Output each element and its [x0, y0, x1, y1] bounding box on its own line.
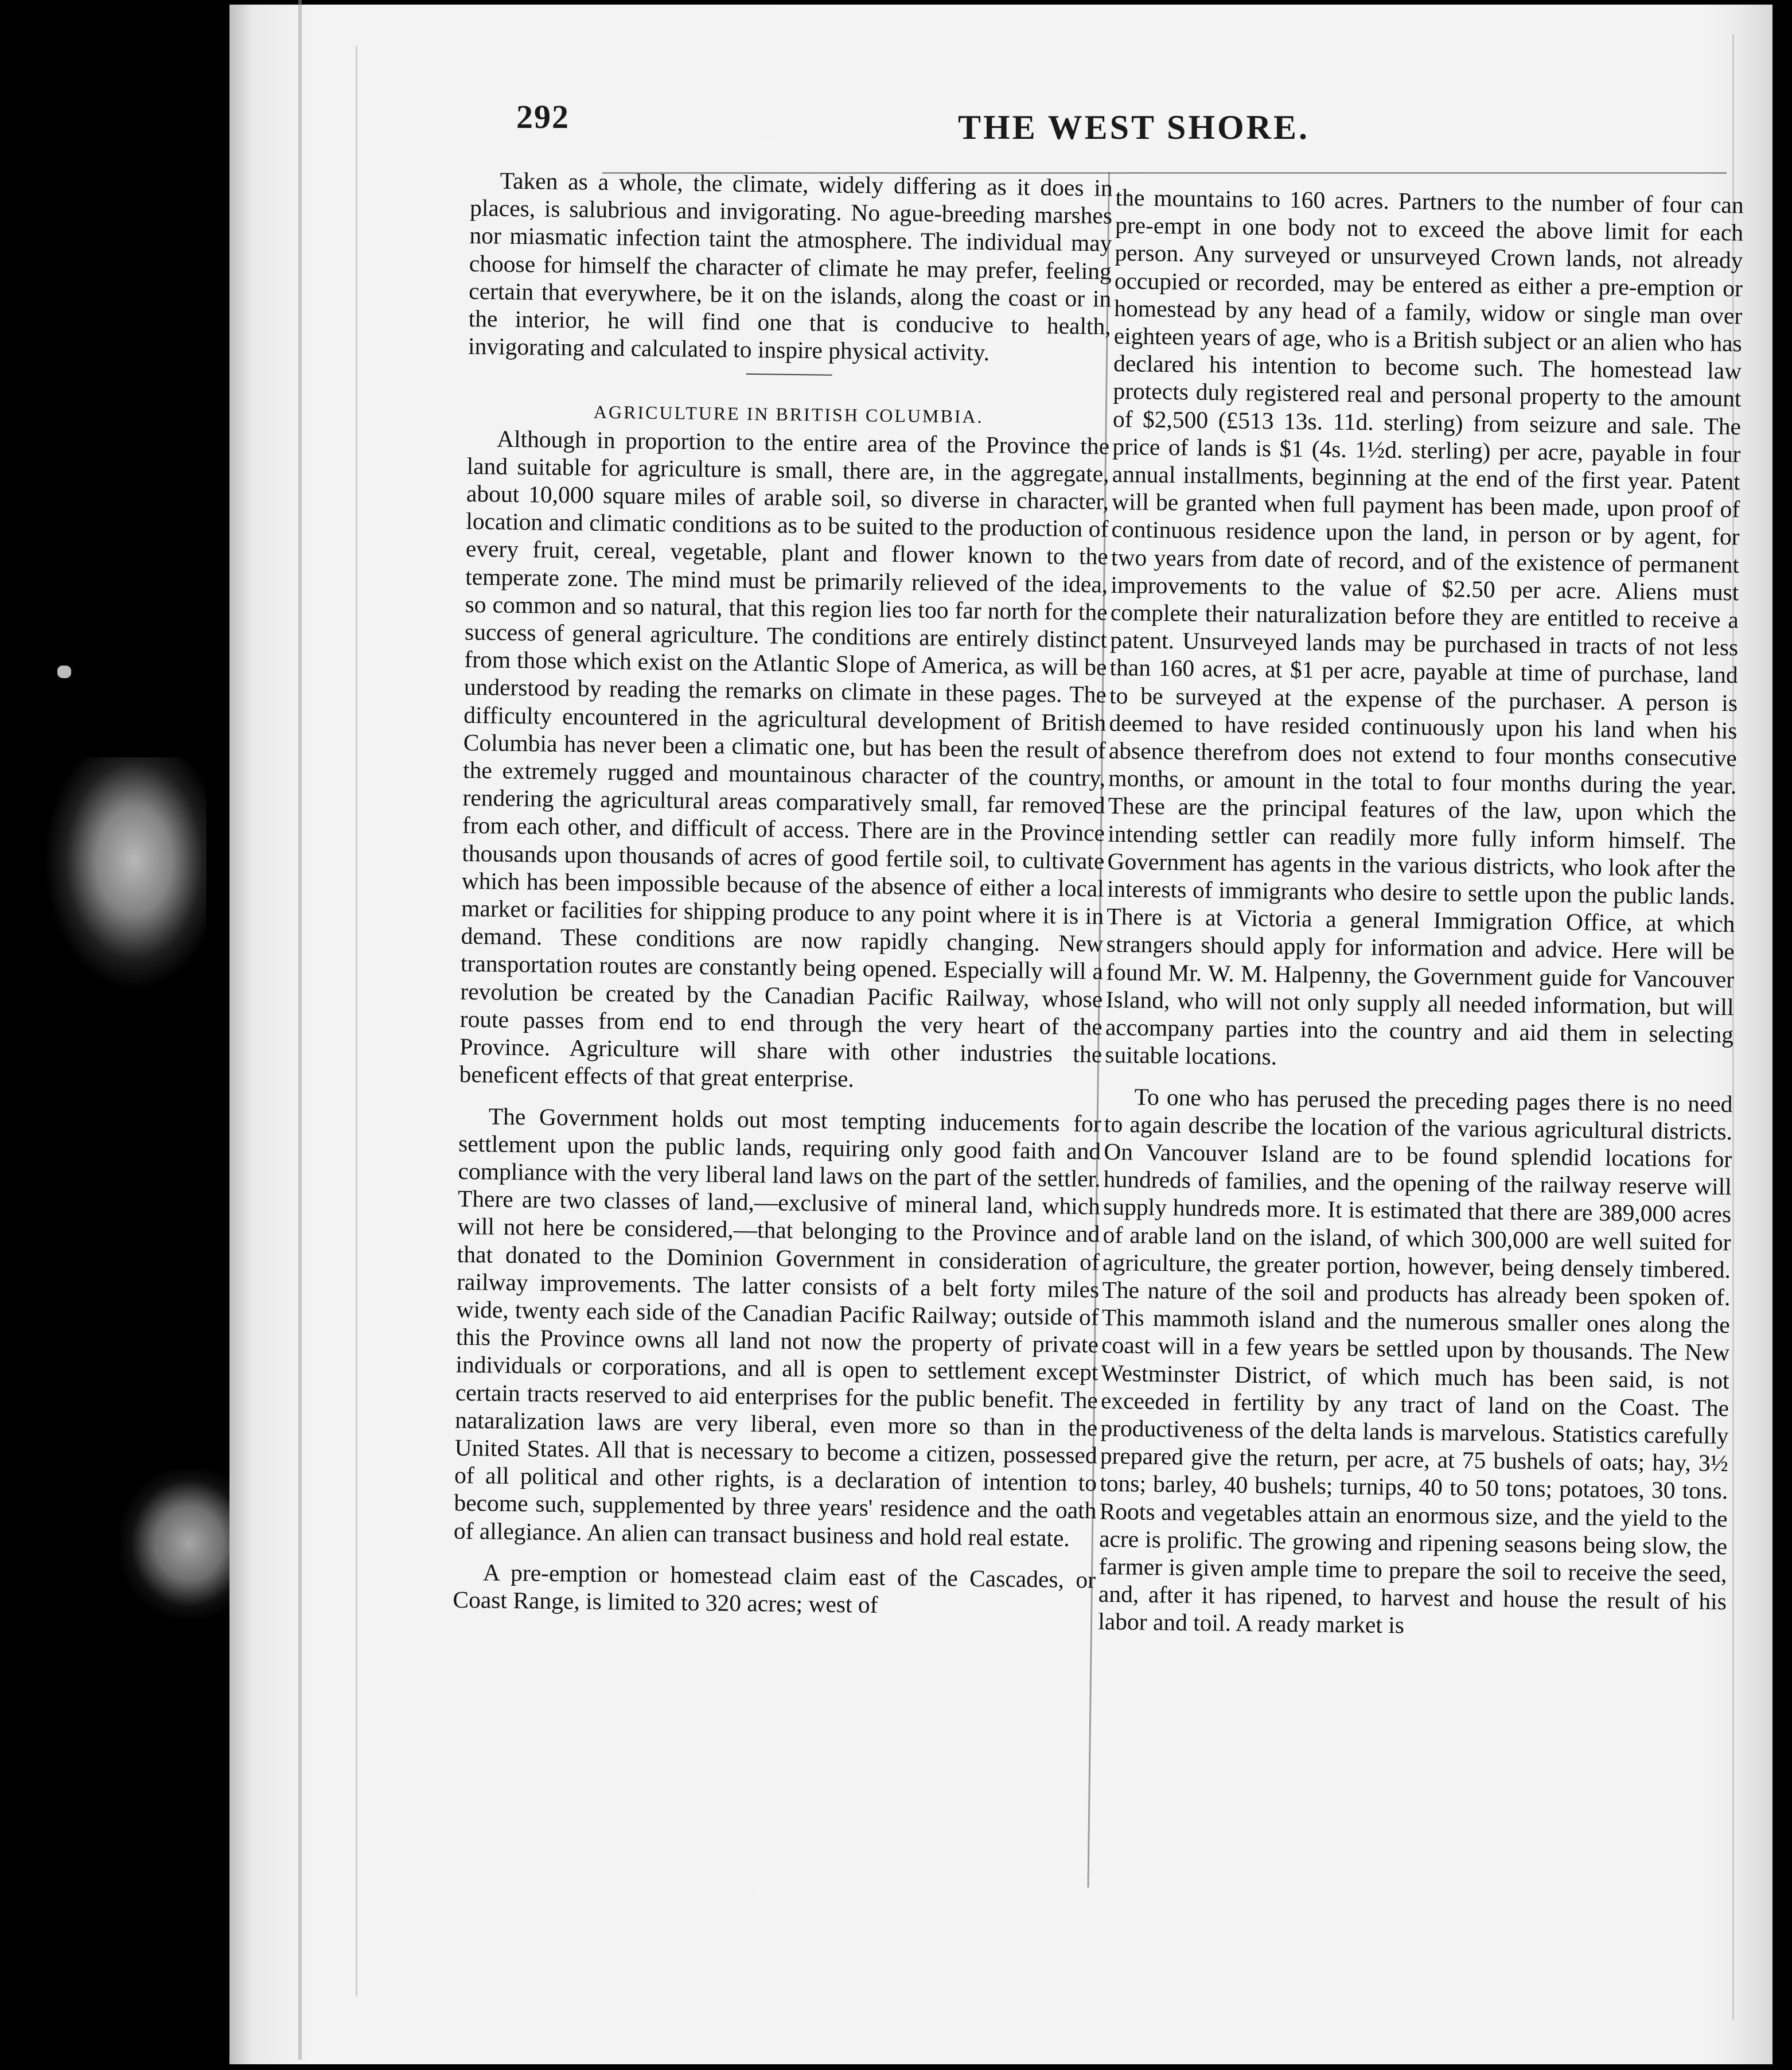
page-edge-line [356, 46, 357, 1997]
paragraph: Although in proportion to the entire area of the Province the land suitable for agriculture is small, there are, in the aggregate, about 10,000 square miles of arable soil, so diverse in character, location and climatic conditions as to be suited to the production of every fruit, cereal, vegetable, plant and flower known to the temperate zone. The mind must be primarily relieved of the idea, so common and so natural, that this region lies too far north for the success of general agriculture. The conditions are entirely distinct from those which exist on the Atlantic Slope of America, as will be understood by reading the remarks on climate in these pages. The difficulty encountered in the agricultural development of British Columbia has never been a climatic one, but has been the result of the extremely rugged and mountainous character of the country, rendering the agricultural areas comparatively small, far removed from each other, and difficult of access. There are in the Province thousands upon thousands of acres of good fertile soil, to cultivate which has been impossible because of the absence of either a local market or facilities for shipping produce to any point where it is in demand. These conditions are now rapidly changing. New transportation routes are constantly being opened. Especially will a revolution be created by the Canadian Pacific Railway, whose route passes from end to end through the very heart of the Province. Agriculture will share with other industries the beneficent effects of that great enterprise. [459, 425, 1110, 1092]
paragraph: Taken as a whole, the climate, widely differing as it does in places, is salubrious and invigorating. No ague-breeding marshes nor miasmatic infection taint the atmosphere. The individual may choose for himself the character of climate he may prefer, feeling certain that everywhere, be it on the islands, along the coast or in the interior, he will find one that is conducive to health, invigorating and calculated to inspire physical activity. [468, 167, 1113, 366]
section-heading: AGRICULTURE IN BRITISH COLUMBIA. [593, 402, 984, 427]
dust-speck [57, 666, 71, 678]
paragraph: The Government holds out most tempting inducements for settlement upon the public lands, requiring only good faith and compliance with the very liberal land laws on the part of the settler. There are two classes of land,—exclusive of mineral land, which will not here be considered,—that belonging to the Province and that donated to the Dominion Government in consideration of railway improvements. The latter consists of a belt forty miles wide, twenty each side of the Canadian Pacific Railway; outside of this the Province owns all land not now the property of private individuals or corporations, and all is open to settlement except certain tracts reserved to aid enterprises for the public benefit. The nataralization laws are very liberal, even more so than in the United States. All that is necessary to become a citizen, possessed of all political and other rights, is a declaration of intention to become such, supplemented by three years' residence and the oath of allegiance. An alien can transact business and hold real estate. [453, 1103, 1101, 1551]
right-column [1098, 184, 1744, 1643]
paragraph: To one who has perused the preceding pages there is no need to again describe the location of the various agricultural districts. On Vancouver Island are to be found splendid locations for hundreds of families, and the opening of the railway reserve will supply hundreds more. It is estimated that there are 389,000 acres of arable land on the island, of which 300,000 are well suited for agriculture, the greater portion, however, being densely timbered. The nature of the soil and products has already been spoken of. This mammoth island and the numerous smaller ones along the coast will in a few years be settled upon by thousands. The New Westminster District, of which much has been said, is not exceeded in fertility by any tract of land on the Coast. The productiveness of the delta lands is marvelous. Statistics carefully prepared give the return, per acre, at 75 bushels of oats; hay, 3½ tons; barley, 40 bushels; turnips, 40 to 50 tons; potatoes, 30 tons. Roots and vegetables attain an enormous size, and the yield to the acre is prolific. The growing and ripening seasons being slow, the farmer is given ample time to prepare the soil to receive the seed, and, after it has ripened, to harvest and house the result of his labor and toil. A ready market is [1098, 1083, 1733, 1639]
page-header [505, 92, 1738, 155]
section-rule [746, 373, 832, 376]
paragraph: the mountains to 160 acres. Partners to the number of four can pre-empt in one body not to exceed the above limit for each person. Any surveyed or unsurveyed Crown lands, not already occupied or recorded, may be entered as either a pre-emption or homestead by any head of a family, widow or single man over eighteen years of age, who is a British subject or an alien who has declared his intention to become such. The homestead law protects duly registered real and personal property to the amount of $2,500 (£513 13s. 11d. sterling) from seizure and sale. The price of lands is $1 (4s. 1½d. sterling) per acre, payable in four annual installments, beginning at the end of the first year. Patent will be granted when full payment has been made, upon proof of continuous residence upon the land, in person or by agent, for two years from date of record, and of the existence of permanent improvements to the value of $2.50 per acre. Aliens must complete their naturalization before they are entitled to receive a patent. Unsurveyed lands may be purchased in tracts of not less than 160 acres, at $1 per acre, payable at time of purchase, land to be surveyed at the expense of the purchaser. A person is deemed to have resided continuously upon his land when his absence therefrom does not extend to four months consecutive months, or amount in the total to four months during the year. These are the principal features of the law, upon which the intending settler can readily more fully inform himself. The Government has agents in the various districts, who look after the interests of immigrants who desire to settle upon the public lands. There is at Victoria a general Immigration Office, at which strangers should apply for information and advice. Here will be found Mr. W. M. Halpenny, the Government guide for Vancouver Island, who will not only supply all needed information, but will accompany parties into the country and aid them in selecting suitable locations. [1105, 184, 1744, 1070]
paragraph: A pre-emption or homestead claim east of the Cascades, or Coast Range, is limited to 320 acres; west of [453, 1559, 1096, 1618]
running-title: THE WEST SHORE. [958, 108, 1310, 146]
page-number: 292 [516, 98, 570, 135]
scan-damage-mark [46, 757, 207, 987]
left-column [453, 166, 1113, 1621]
page-edge-line [298, 0, 302, 2060]
